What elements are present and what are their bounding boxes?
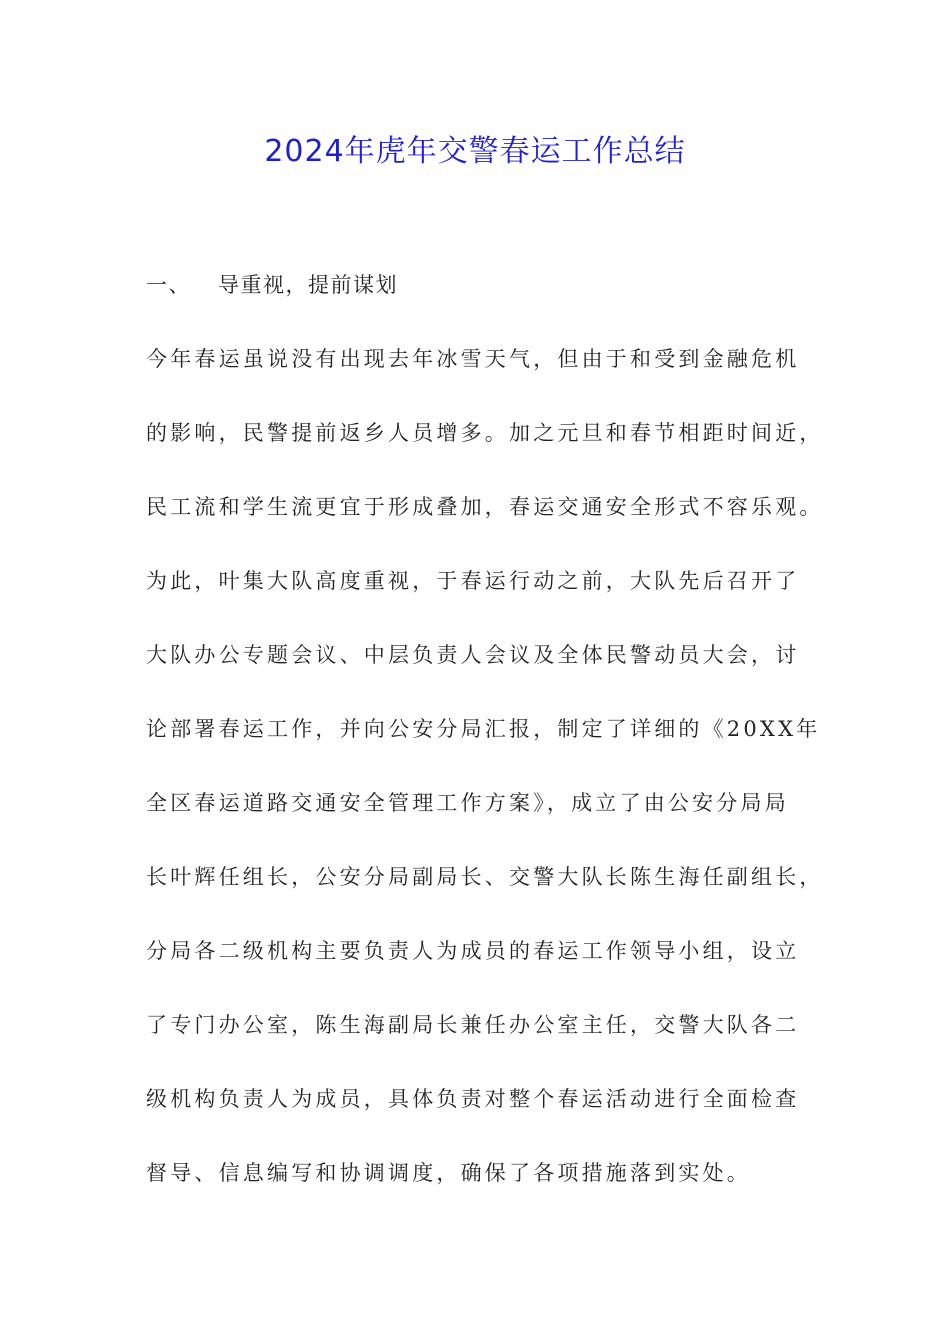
section-heading-text: 导重视，提前谋划 <box>218 273 398 297</box>
paragraph-line: 级机构负责人为成员，具体负责对整个春运活动进行全面检查 <box>146 1087 800 1111</box>
paragraph-line: 大队办公专题会议、中层负责人会议及全体民警动员大会，讨 <box>146 643 800 667</box>
paragraph-line: 的影响，民警提前返乡人员增多。加之元旦和春节相距时间近， <box>146 421 824 445</box>
paragraph-line: 全区春运道路交通安全管理工作方案》，成立了由公安分局局 <box>146 791 789 815</box>
paragraph-line: 民工流和学生流更宜于形成叠加，春运交通安全形式不容乐观。 <box>146 495 824 519</box>
paragraph-line: 分局各二级机构主要负责人为成员的春运工作领导小组，设立 <box>146 939 800 963</box>
document-body <box>146 264 826 1226</box>
section-heading <box>146 264 826 338</box>
section-number: 一、 <box>146 273 191 297</box>
paragraph-line: 论部署春运工作，并向公安分局汇报，制定了详细的《20XX年 <box>146 717 821 741</box>
paragraph-line: 为此，叶集大队高度重视，于春运行动之前，大队先后召开了 <box>146 569 800 593</box>
paragraph-line: 了专门办公室，陈生海副局长兼任办公室主任，交警大队各二 <box>146 1013 800 1037</box>
paragraph-line: 长叶辉任组长，公安分局副局长、交警大队长陈生海任副组长， <box>146 865 824 889</box>
paragraph-line: 督导、信息编写和协调调度，确保了各项措施落到实处。 <box>146 1161 751 1185</box>
document-title: 2024年虎年交警春运工作总结 <box>264 134 686 169</box>
paragraph-line: 今年春运虽说没有出现去年冰雪天气，但由于和受到金融危机 <box>146 347 800 371</box>
